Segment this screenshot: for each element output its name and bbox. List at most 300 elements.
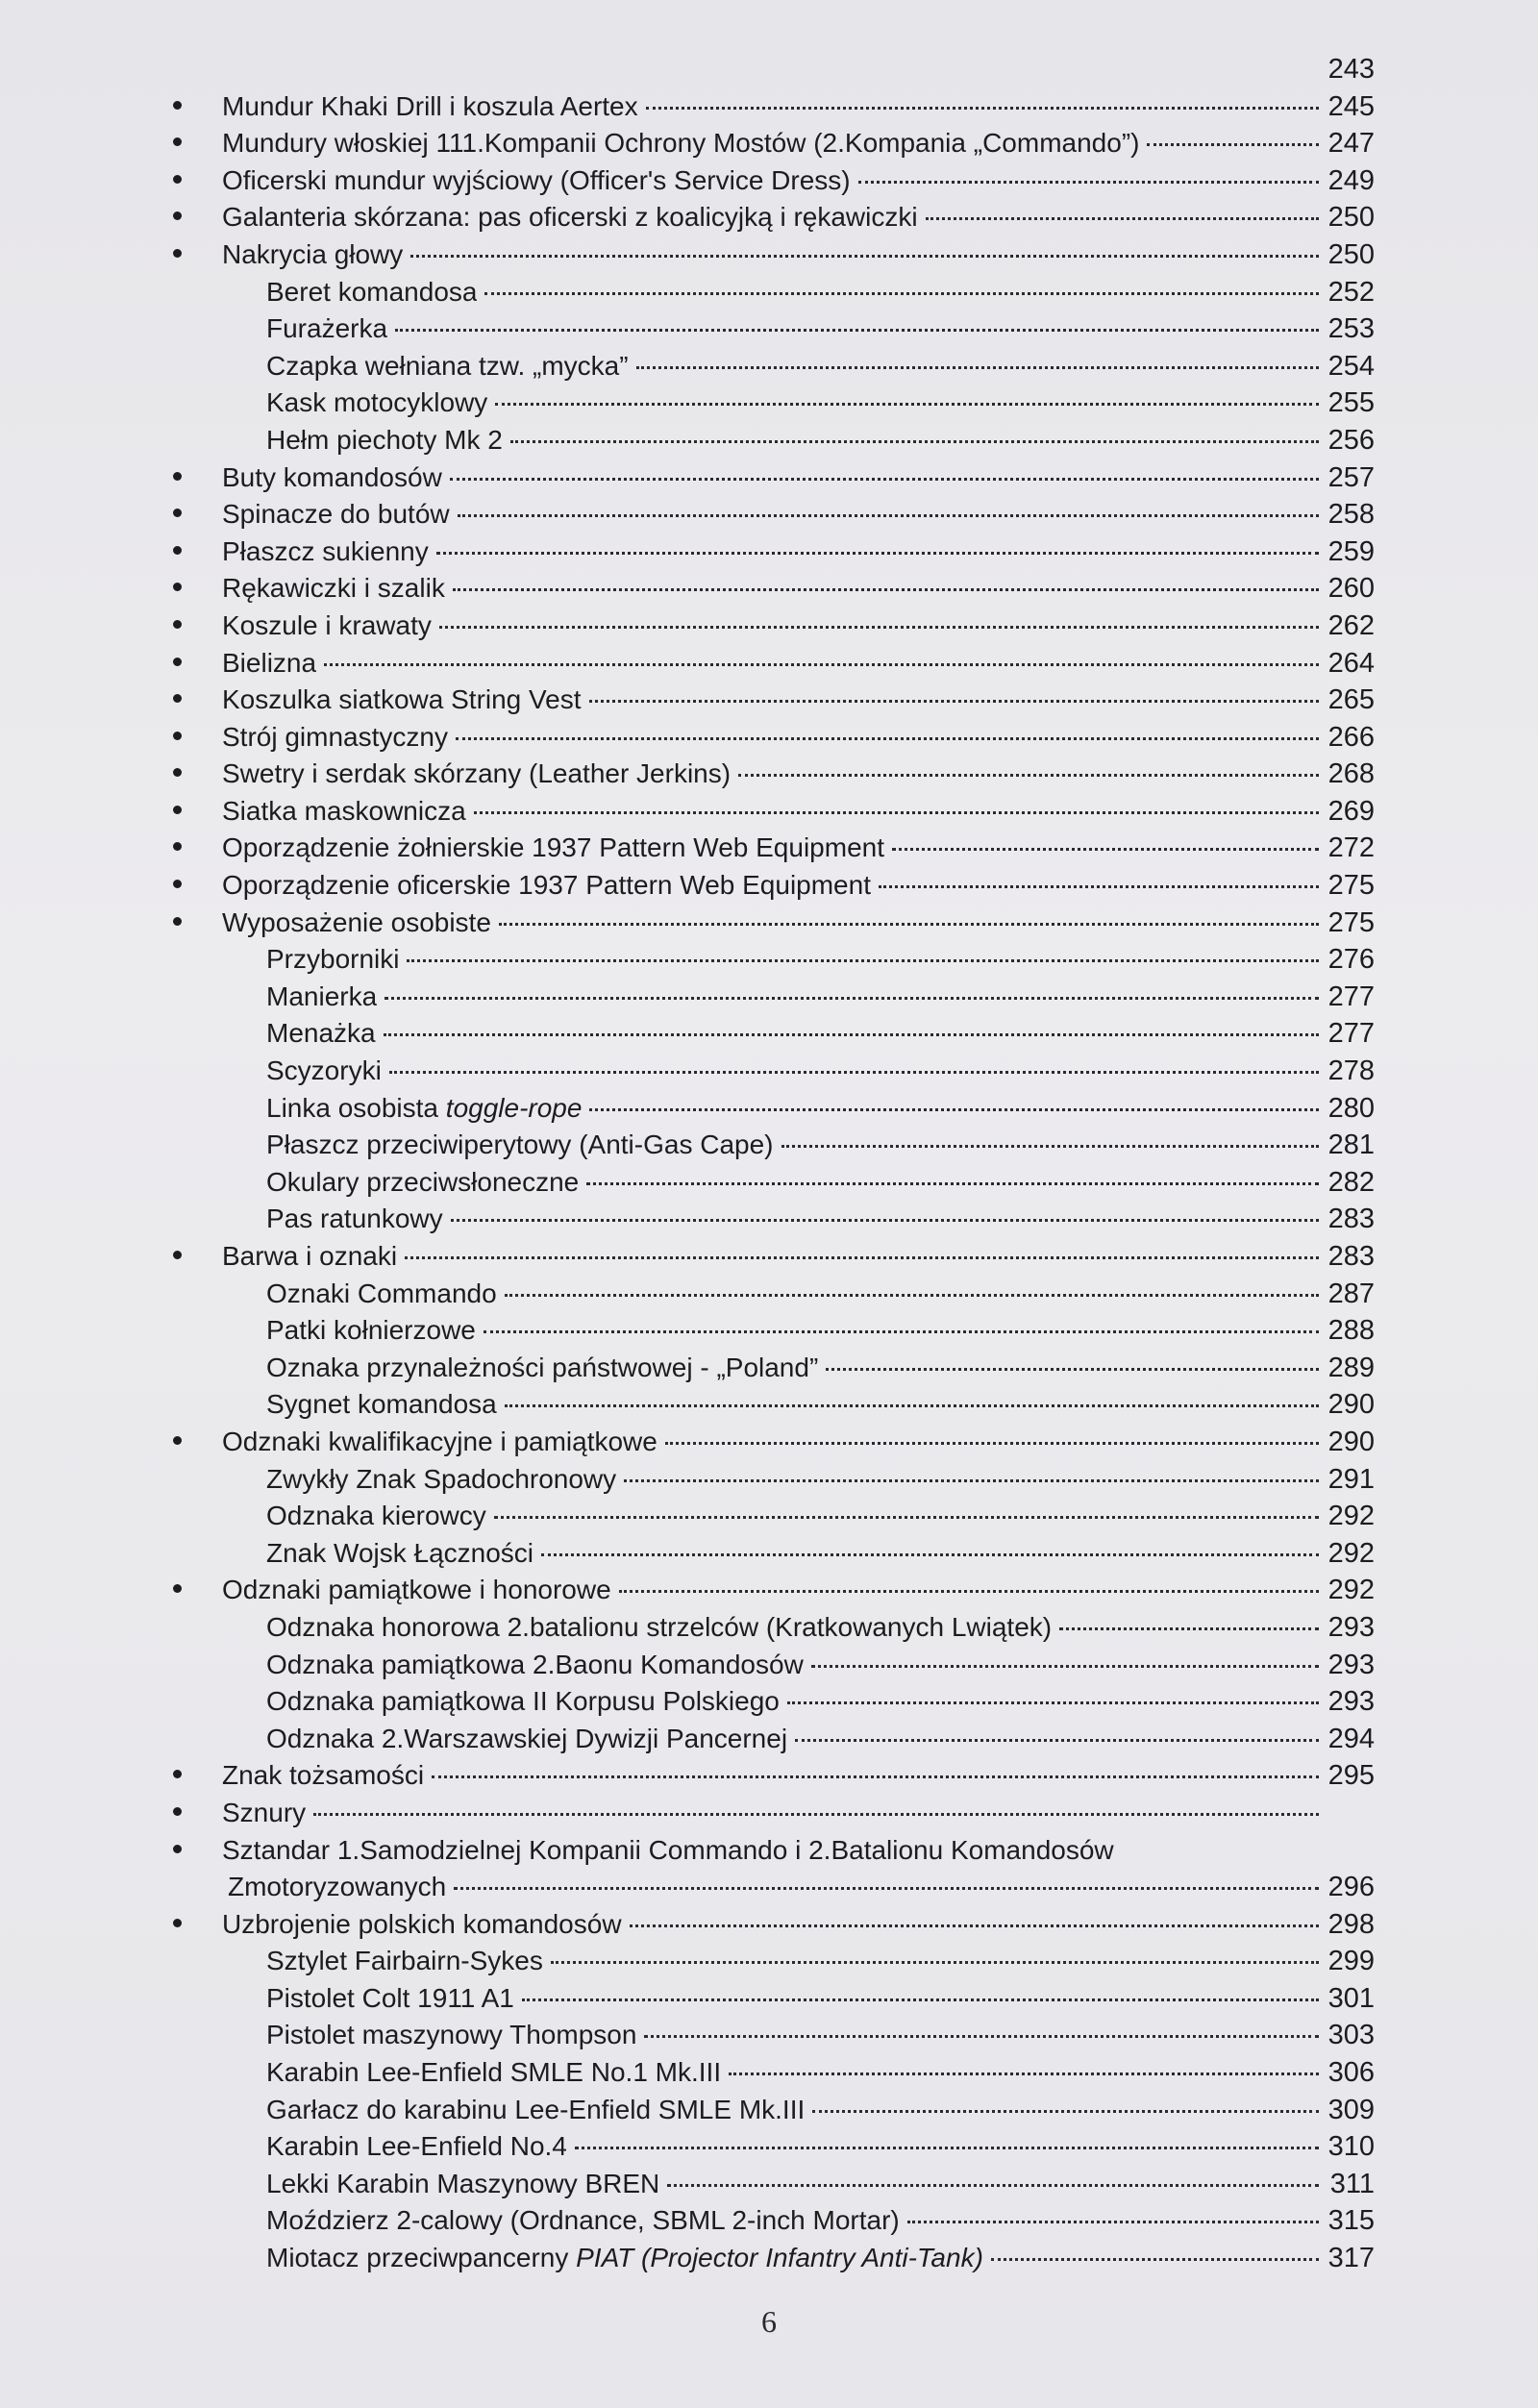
- toc-entry-text: Oporządzenie żołnierskie 1937 Pattern Web Equipment: [222, 832, 884, 863]
- toc-entry-text: Nakrycia głowy: [222, 238, 404, 269]
- toc-entry-text: Koszule i krawaty: [222, 609, 432, 640]
- bullet-icon: [173, 583, 182, 591]
- dot-leader: [324, 663, 1319, 666]
- toc-subentry: [173, 1724, 1375, 1761]
- bullet-icon: [173, 1845, 182, 1853]
- toc-entry-text: Furażerka: [266, 313, 388, 344]
- toc-subentry: [173, 1204, 1375, 1241]
- toc-subentry: [173, 1167, 1375, 1204]
- toc-page-number: 280: [1327, 1092, 1375, 1124]
- toc-page-number: 254: [1327, 350, 1375, 382]
- toc-page-number: 310: [1327, 2131, 1375, 2163]
- toc-page-number: 296: [1327, 1872, 1375, 1903]
- toc-entry-text: Odznaka pamiątkowa 2.Baonu Komandosów: [266, 1649, 804, 1679]
- bullet-icon: [173, 175, 182, 184]
- dot-leader: [389, 1071, 1319, 1074]
- toc-subentry: [173, 1983, 1375, 2021]
- toc-entry-title: [266, 1983, 514, 2014]
- toc-entry: [173, 202, 1375, 239]
- toc-subentry: [173, 1093, 1375, 1130]
- toc-entry-text: Przyborniki: [266, 944, 400, 975]
- dot-leader: [499, 923, 1319, 926]
- toc-entry-title: [266, 1501, 486, 1531]
- toc-entry-title: [222, 202, 918, 233]
- toc-subentry: [173, 1501, 1375, 1538]
- toc-subentry: [173, 1353, 1375, 1390]
- toc-page-number: 295: [1327, 1760, 1375, 1792]
- bullet-icon: [173, 101, 182, 110]
- toc-page-number: 247: [1327, 128, 1375, 160]
- dot-leader: [1147, 143, 1319, 146]
- toc-entry-title: [266, 2057, 721, 2088]
- dot-leader: [781, 1145, 1320, 1148]
- toc-entry-title: [222, 573, 445, 604]
- toc-subentry: [173, 2020, 1375, 2057]
- toc-subentry: [173, 981, 1375, 1019]
- dot-leader: [858, 181, 1319, 184]
- toc-entry-text: Beret komandosa: [266, 276, 478, 307]
- toc-entry-title: [222, 684, 582, 715]
- toc-entry-text: Mundury włoskiej 111.Kompanii Ochrony Mostów (2.Kompania „Commando”): [222, 128, 1140, 159]
- toc-page-number: 292: [1327, 1537, 1375, 1569]
- toc-page-number: 266: [1327, 721, 1375, 753]
- dot-leader: [644, 2035, 1319, 2038]
- toc-entry: [173, 128, 1375, 165]
- toc-entry-text: Buty komandosów: [222, 461, 442, 492]
- toc-entry-text: Spinacze do butów: [222, 499, 450, 530]
- dot-leader: [646, 107, 1319, 110]
- toc-subentry: [173, 2131, 1375, 2169]
- dot-leader: [410, 255, 1319, 258]
- toc-page-number: 278: [1327, 1055, 1375, 1087]
- toc-entry: [173, 1427, 1375, 1464]
- bullet-icon: [173, 472, 182, 481]
- toc-subentry: [173, 1686, 1375, 1724]
- dot-leader: [405, 1256, 1319, 1259]
- toc-subentry: [173, 277, 1375, 314]
- toc-subentry: [173, 313, 1375, 351]
- toc-entry-text: Odznaka 2.Warszawskiej Dywizji Pancernej: [266, 1723, 788, 1753]
- toc-page-number: 243: [1327, 54, 1375, 85]
- toc-entry-title: [222, 1575, 611, 1605]
- toc-entry-title: [222, 128, 1139, 159]
- toc-entry-title: [266, 277, 477, 308]
- page-number: 6: [761, 2304, 777, 2339]
- toc-entry-title: [222, 1241, 397, 1272]
- bullet-icon: [173, 211, 182, 220]
- toc-entry-title: [222, 165, 851, 196]
- toc-page-number: 311: [1329, 2168, 1375, 2199]
- toc-page-number: 317: [1327, 2243, 1375, 2274]
- toc-entry-text: Sztandar 1.Samodzielnej Kompanii Commando i 2.Batalionu Komandosów: [222, 1834, 1114, 1865]
- toc-entry: [173, 1835, 1375, 1873]
- toc-subentry: [173, 1538, 1375, 1576]
- toc-entry-title: [266, 1612, 1052, 1643]
- bullet-icon: [173, 658, 182, 666]
- toc-page-number: 259: [1327, 535, 1375, 567]
- dot-leader: [630, 1924, 1319, 1927]
- toc-subentry: [173, 1055, 1375, 1093]
- toc-page-number: 264: [1327, 647, 1375, 679]
- toc-page-number: 301: [1327, 1982, 1375, 2014]
- toc-entry-title: [222, 1427, 657, 1457]
- dot-leader: [450, 478, 1319, 481]
- toc-entry-text: Pistolet Colt 1911 A1: [266, 1982, 514, 2013]
- toc-subentry: [173, 1389, 1375, 1427]
- dot-leader: [811, 1665, 1319, 1668]
- toc-entry-text: Odznaki pamiątkowe i honorowe: [222, 1575, 611, 1605]
- toc-entry-title: [266, 2131, 567, 2162]
- toc-entry-text: Galanteria skórzana: pas oficerski z koalicyjką i rękawiczki: [222, 202, 918, 233]
- toc-entry-title: [222, 1835, 1114, 1866]
- toc-subentry: [173, 1650, 1375, 1687]
- toc-entry: [173, 684, 1375, 722]
- toc-entry-italic-text: toggle-rope: [445, 1092, 583, 1123]
- toc-entry-title: [266, 1389, 497, 1420]
- toc-entry-text: Uzbrojenie polskich komandosów: [222, 1908, 622, 1939]
- toc-entry-title: [266, 1204, 443, 1234]
- toc-page-number: 250: [1327, 202, 1375, 234]
- toc-page-number: 291: [1327, 1463, 1375, 1495]
- toc-entry-text: Znak tożsamości: [222, 1760, 425, 1791]
- toc-entry: [173, 648, 1375, 685]
- toc-entry-title: [266, 1130, 774, 1160]
- toc-page-number: 299: [1327, 1946, 1375, 1977]
- toc-page-number: 293: [1327, 1686, 1375, 1718]
- toc-subentry: [173, 1018, 1375, 1055]
- toc-subentry: [173, 1278, 1375, 1316]
- bullet-icon: [173, 880, 182, 888]
- dot-leader: [451, 1219, 1319, 1222]
- toc-entry: [173, 796, 1375, 833]
- bullet-icon: [173, 1584, 182, 1593]
- toc-entry-text: Lekki Karabin Maszynowy BREN: [266, 2168, 660, 2198]
- toc-entry: [173, 1798, 1375, 1835]
- toc-entry-text: Oficerski mundur wyjściowy (Officer's Service Dress): [222, 164, 851, 195]
- toc-entry-title: [266, 944, 399, 975]
- dot-leader: [551, 1961, 1319, 1964]
- dot-leader: [907, 2221, 1319, 2223]
- toc-entry-text: Moździerz 2-calowy (Ordnance, SBML 2-inch Mortar): [266, 2205, 900, 2236]
- dot-leader: [384, 1033, 1319, 1036]
- toc-entry-title: [266, 1650, 804, 1680]
- toc-entry-title: [266, 1724, 787, 1754]
- toc-page-number: 290: [1327, 1426, 1375, 1457]
- toc-entry-text: Kask motocyklowy: [266, 387, 488, 418]
- toc-entry-text: Rękawiczki i szalik: [222, 573, 445, 604]
- toc-entry-text: Bielizna: [222, 647, 317, 678]
- toc-entry-text: Sznury: [222, 1797, 307, 1827]
- toc-entry-text: Mundur Khaki Drill i koszula Aertex: [222, 90, 638, 121]
- toc-entry-title: [266, 2205, 900, 2236]
- toc-entry-text: Zmotoryzowanych: [228, 1872, 447, 1902]
- dot-leader: [495, 403, 1319, 406]
- dot-leader: [541, 1553, 1319, 1556]
- dot-leader: [436, 552, 1319, 555]
- dot-leader: [812, 2110, 1319, 2113]
- dot-leader: [494, 1516, 1319, 1519]
- toc-subentry: [173, 2205, 1375, 2243]
- dot-leader: [407, 959, 1319, 962]
- toc-entry-title: [222, 722, 448, 753]
- toc-entry-text: Oznaka przynależności państwowej - „Poland”: [266, 1352, 819, 1382]
- toc-page-number: 260: [1327, 573, 1375, 605]
- toc-entry-text: Czapka wełniana tzw. „mycka”: [266, 350, 629, 381]
- toc-entry-title: [222, 1760, 424, 1791]
- dot-leader: [738, 774, 1319, 777]
- toc-entry-title: [266, 2169, 659, 2199]
- toc-entry: [173, 870, 1375, 907]
- toc-entry-text: Wyposażenie osobiste: [222, 906, 491, 937]
- dot-leader: [505, 1404, 1319, 1407]
- toc-entry-title: [266, 1018, 376, 1049]
- toc-entry-text: Garłacz do karabinu Lee-Enfield SMLE Mk.III: [266, 2094, 806, 2124]
- toc-page-number: 249: [1327, 164, 1375, 196]
- dot-leader: [1059, 1627, 1319, 1630]
- bullet-icon: [173, 1919, 182, 1927]
- toc-page-number: 283: [1327, 1204, 1375, 1235]
- toc-page-number: 245: [1327, 90, 1375, 122]
- bullet-icon: [173, 509, 182, 517]
- dot-leader: [619, 1590, 1319, 1593]
- toc-page-number: 288: [1327, 1315, 1375, 1347]
- toc-page-number: 253: [1327, 313, 1375, 345]
- dot-leader: [665, 1442, 1319, 1445]
- toc-entry-title: [222, 610, 432, 641]
- toc-subentry: [173, 2243, 1375, 2280]
- toc-page-number: 277: [1327, 981, 1375, 1012]
- toc-page-number: 276: [1327, 944, 1375, 976]
- toc-entry-text: Patki kołnierzowe: [266, 1315, 476, 1346]
- toc-entry: [173, 610, 1375, 648]
- bullet-icon: [173, 1770, 182, 1778]
- toc-entry-title: [266, 1946, 543, 1976]
- toc-entry-text: Sztylet Fairbairn-Sykes: [266, 1946, 543, 1976]
- toc-entry-title: [266, 2095, 805, 2125]
- toc-entry-title: [266, 351, 629, 382]
- toc-subentry: [173, 425, 1375, 462]
- bullet-icon: [173, 249, 182, 258]
- toc-page-number: 315: [1327, 2205, 1375, 2237]
- toc-entry-text: Odznaki kwalifikacyjne i pamiątkowe: [222, 1426, 657, 1456]
- toc-entry-title: [266, 1464, 616, 1495]
- toc-entry: [173, 1760, 1375, 1798]
- dot-leader: [522, 1998, 1319, 2001]
- toc-entry-text: Koszulka siatkowa String Vest: [222, 684, 582, 715]
- toc-page-number: 303: [1327, 2020, 1375, 2051]
- toc-entry-title: [266, 313, 387, 344]
- toc-page-number: 294: [1327, 1723, 1375, 1754]
- toc-entry-text: Odznaka pamiątkowa II Korpusu Polskiego: [266, 1686, 780, 1717]
- toc-entry-text: Hełm piechoty Mk 2: [266, 424, 503, 455]
- toc-entry-text: Barwa i oznaki: [222, 1241, 398, 1271]
- dot-leader: [826, 1368, 1319, 1371]
- toc-entry-title: [222, 1798, 306, 1828]
- dot-leader: [926, 217, 1319, 220]
- toc-entry-text: Zwykły Znak Spadochronowy: [266, 1463, 617, 1494]
- toc-entry-title: [266, 1686, 780, 1717]
- toc-entry-text: Oznaki Commando: [266, 1278, 497, 1308]
- toc-entry-text: Odznaka kierowcy: [266, 1501, 486, 1531]
- toc-entry-text: Strój gimnastyczny: [222, 721, 448, 752]
- toc-entry-text: Odznaka honorowa 2.batalionu strzelców (Kratkowanych Lwiątek): [266, 1611, 1053, 1642]
- toc-page-number: 275: [1327, 906, 1375, 938]
- bullet-icon: [173, 694, 182, 703]
- dot-leader: [395, 329, 1319, 332]
- toc-entry-title: [266, 2020, 636, 2050]
- dot-leader: [667, 2184, 1319, 2187]
- toc-entry-title: [222, 832, 884, 863]
- toc-entry: [173, 907, 1375, 945]
- toc-page-number: 282: [1327, 1166, 1375, 1198]
- toc-subentry: [173, 1130, 1375, 1167]
- toc-subentry: [173, 1612, 1375, 1650]
- toc-page-number: 306: [1327, 2057, 1375, 2089]
- toc-entry: [173, 1909, 1375, 1947]
- toc-entry-title: [266, 1055, 382, 1086]
- toc-entry: [173, 165, 1375, 203]
- toc-entry-text: Pas ratunkowy: [266, 1204, 443, 1234]
- bullet-icon: [173, 768, 182, 777]
- toc-page-number: 298: [1327, 1908, 1375, 1940]
- toc-entry: [173, 1241, 1375, 1278]
- toc-entry-title: [222, 239, 403, 270]
- toc-entry-italic-text: PIAT (Projector Infantry Anti-Tank): [576, 2243, 983, 2273]
- dot-leader: [879, 885, 1319, 888]
- dot-leader: [313, 1813, 1319, 1816]
- toc-entry: [173, 239, 1375, 277]
- toc-page-number: 292: [1327, 1575, 1375, 1606]
- toc-entry-title: [222, 796, 466, 827]
- table-of-contents: [173, 54, 1375, 2280]
- toc-entry-title: [222, 648, 316, 679]
- toc-subentry: [173, 1872, 1375, 1909]
- toc-page-number: 289: [1327, 1352, 1375, 1383]
- dot-leader: [474, 811, 1319, 814]
- toc-entry-text: Oporządzenie oficerskie 1937 Pattern Web Equipment: [222, 870, 871, 901]
- toc-entry-text: Płaszcz sukienny: [222, 535, 429, 566]
- bullet-icon: [173, 1807, 182, 1816]
- toc-entry-title: [222, 499, 450, 530]
- toc-subentry: [173, 2095, 1375, 2132]
- toc-entry-title: [266, 1538, 533, 1569]
- toc-entry-title: [222, 907, 491, 938]
- toc-entry-title: [222, 536, 429, 567]
- toc-entry: [173, 499, 1375, 536]
- toc-page-number: 258: [1327, 499, 1375, 531]
- toc-page-number: 262: [1327, 609, 1375, 641]
- toc-page-number: 250: [1327, 238, 1375, 270]
- dot-leader: [439, 626, 1319, 629]
- toc-entry-text: Sygnet komandosa: [266, 1389, 497, 1420]
- dot-leader: [575, 2147, 1319, 2149]
- toc-entry: [173, 832, 1375, 870]
- toc-subentry: [173, 1946, 1375, 1983]
- dot-leader: [636, 366, 1319, 369]
- toc-entry-text: Karabin Lee-Enfield No.4: [266, 2131, 567, 2162]
- dot-leader: [505, 1294, 1319, 1297]
- toc-entries: [173, 91, 1375, 2280]
- dot-leader: [795, 1739, 1319, 1742]
- toc-entry-text: Okulary przeciwsłoneczne: [266, 1166, 580, 1197]
- toc-entry-title: [266, 425, 503, 456]
- toc-entry-title: [266, 387, 487, 418]
- dot-leader: [729, 2073, 1319, 2075]
- toc-page-number: 275: [1327, 870, 1375, 902]
- toc-entry-title: [222, 91, 638, 122]
- toc-page-number: 290: [1327, 1389, 1375, 1421]
- bullet-icon: [173, 546, 182, 555]
- toc-page-number: 281: [1327, 1130, 1375, 1161]
- toc-entry-text: Linka osobista: [266, 1092, 446, 1123]
- toc-entry-text: Miotacz przeciwpancerny: [266, 2243, 577, 2273]
- toc-entry-title: [222, 462, 442, 493]
- toc-entry: [173, 1575, 1375, 1612]
- toc-page-number: 309: [1327, 2094, 1375, 2125]
- toc-subentry: [173, 1464, 1375, 1502]
- dot-leader: [453, 588, 1319, 591]
- toc-entry-title: [228, 1872, 446, 1902]
- toc-entry: [173, 91, 1375, 129]
- dot-leader: [384, 997, 1319, 1000]
- toc-page-number: 287: [1327, 1278, 1375, 1309]
- toc-subentry: [173, 2057, 1375, 2095]
- dot-leader: [624, 1479, 1319, 1482]
- toc-entry-title: [266, 981, 377, 1012]
- dot-leader: [589, 700, 1319, 703]
- toc-entry: [173, 573, 1375, 610]
- toc-subentry: [173, 351, 1375, 388]
- toc-entry-title: [222, 870, 871, 901]
- toc-page-number: 268: [1327, 758, 1375, 790]
- bullet-icon: [173, 620, 182, 629]
- dot-leader: [484, 1330, 1319, 1333]
- toc-entry-text: Karabin Lee-Enfield SMLE No.1 Mk.III: [266, 2057, 722, 2088]
- toc-entry: [173, 722, 1375, 759]
- dot-leader: [458, 514, 1319, 517]
- toc-entry-title: [266, 1353, 818, 1383]
- toc-page-number: 292: [1327, 1501, 1375, 1532]
- toc-entry-text: Menażka: [266, 1018, 376, 1049]
- dot-leader: [586, 1182, 1319, 1185]
- toc-page-number: 256: [1327, 424, 1375, 456]
- toc-page-number: 283: [1327, 1241, 1375, 1272]
- toc-page-number: 257: [1327, 461, 1375, 493]
- bullet-icon: [173, 917, 182, 926]
- dot-leader: [484, 292, 1319, 295]
- toc-entry: [173, 536, 1375, 574]
- toc-entry-title: [266, 1315, 476, 1346]
- toc-entry-title: [222, 1909, 622, 1940]
- toc-entry-text: Znak Wojsk Łączności: [266, 1537, 534, 1568]
- toc-entry: [173, 758, 1375, 796]
- toc-entry-title: [266, 1093, 582, 1124]
- toc-entry-text: Siatka maskownicza: [222, 795, 466, 826]
- dot-leader: [456, 737, 1319, 740]
- dot-leader: [432, 1775, 1319, 1778]
- dot-leader: [454, 1887, 1319, 1890]
- toc-entry-text: Manierka: [266, 981, 378, 1011]
- dot-leader: [510, 440, 1319, 443]
- bullet-icon: [173, 137, 182, 146]
- toc-entry-text: Scyzoryki: [266, 1055, 382, 1086]
- bullet-icon: [173, 842, 182, 851]
- toc-top-row: [173, 54, 1375, 91]
- bullet-icon: [173, 1436, 182, 1445]
- toc-subentry: [173, 944, 1375, 981]
- toc-entry: [173, 462, 1375, 500]
- toc-entry-title: [266, 1278, 497, 1309]
